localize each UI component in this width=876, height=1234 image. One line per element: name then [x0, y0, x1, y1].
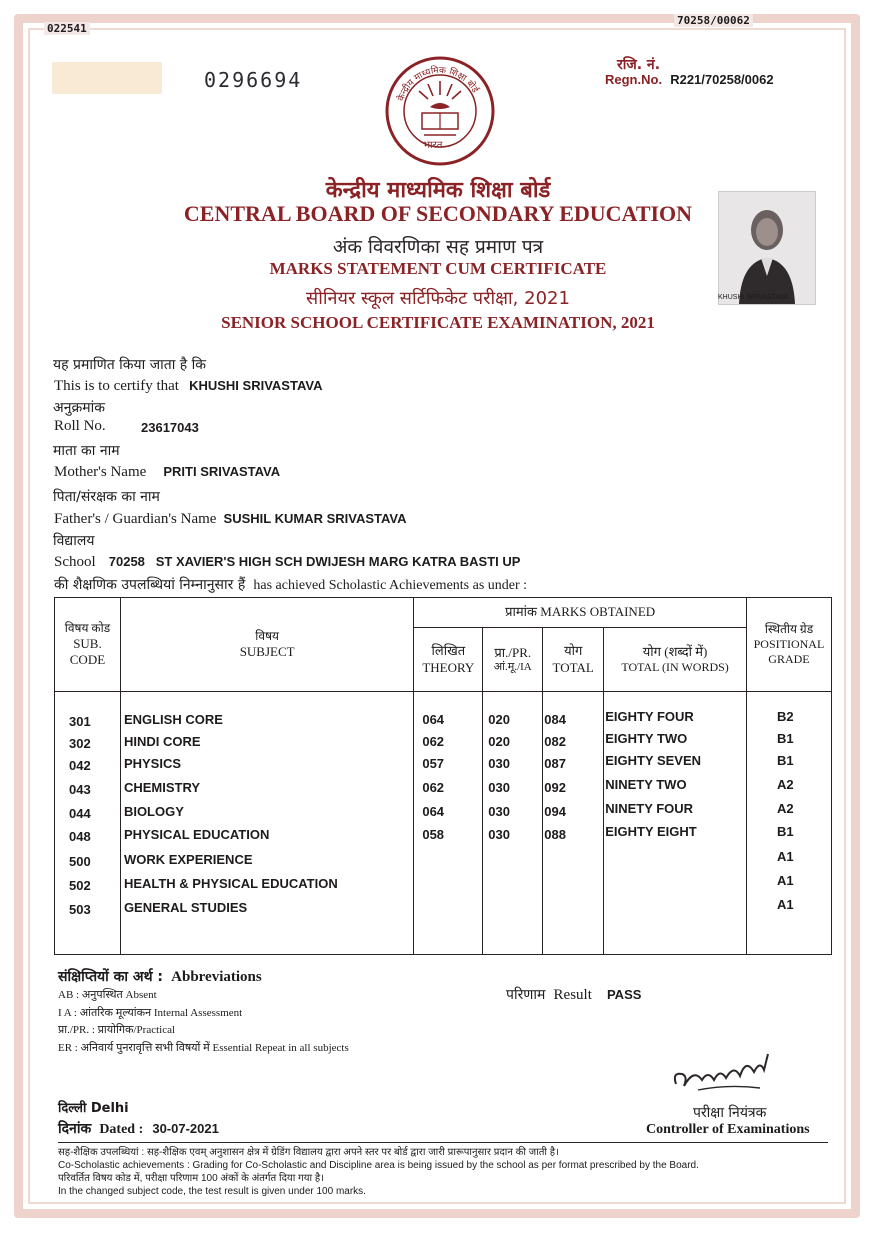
logo-text-bottom: भारत — [423, 140, 443, 151]
subject-code: 301 — [69, 714, 91, 729]
subject-total: 092 — [544, 780, 566, 795]
subject-words: EIGHTY TWO — [605, 731, 688, 746]
subject-grade: B2 — [776, 709, 794, 724]
abbrev-line: AB : अनुपस्थित Absent — [58, 989, 157, 1001]
subject-grade: A1 — [776, 849, 794, 864]
result-label: Result — [553, 987, 592, 1003]
certify-label: This is to certify that — [54, 378, 179, 394]
regn-label: Regn.No. — [605, 72, 663, 87]
subject-pr: 030 — [488, 804, 510, 819]
subject-code: 502 — [69, 878, 91, 893]
subject-code: 302 — [69, 736, 91, 751]
subject-grade: A1 — [776, 873, 794, 888]
subject-name: PHYSICAL EDUCATION — [123, 827, 270, 842]
controller-title: Controller of Examinations — [646, 1122, 810, 1137]
header-theory — [414, 628, 483, 692]
mother-name: PRITI SRIVASTAVA — [163, 464, 281, 479]
mother-row — [54, 461, 280, 481]
abbrev-line: I A : आंतरिक मूल्यांकन Internal Assessment — [58, 1006, 243, 1019]
serial-top-right: 70258/00062 — [674, 14, 753, 27]
header-theory-english: THEORY — [422, 659, 475, 675]
subject-theory: 058 — [422, 827, 445, 842]
header-words-hindi: योग (शब्दों में) — [642, 643, 708, 659]
subject-code: 503 — [69, 902, 91, 917]
father-name: SUSHIL KUMAR SRIVASTAVA — [223, 511, 407, 526]
subject-pr: 030 — [488, 780, 510, 795]
student-photo — [718, 191, 816, 305]
header-pr — [483, 628, 543, 692]
result-value: PASS — [606, 987, 642, 1002]
controller-hindi: परीक्षा नियंत्रक — [693, 1105, 767, 1121]
header-grade — [746, 598, 831, 692]
serial-top-left: 022541 — [44, 22, 90, 35]
achievement-row — [54, 574, 527, 594]
subject-code: 043 — [69, 782, 91, 797]
subject-grade: B1 — [776, 824, 794, 839]
subject-theory: 062 — [422, 780, 445, 795]
subject-total: 088 — [544, 827, 566, 842]
subject-name: CHEMISTRY — [123, 780, 201, 795]
subject-words: EIGHTY FOUR — [605, 709, 694, 724]
abbrev-list — [58, 987, 349, 1057]
result-row — [506, 984, 641, 1004]
subject-code: 042 — [69, 758, 91, 773]
header-subject-english: SUBJECT — [239, 643, 295, 659]
roll-hindi: अनुक्रमांक — [53, 400, 105, 416]
subject-grade: B1 — [776, 731, 794, 746]
abbrev-line: प्रा./PR. : प्रायोगिक/Practical — [58, 1024, 176, 1036]
exam-title-hindi: सीनियर स्कूल सर्टिफिकेट परीक्षा, 2021 — [306, 288, 570, 309]
subject-theory: 064 — [422, 712, 445, 727]
father-hindi: पिता/संरक्षक का नाम — [53, 489, 160, 505]
board-name-hindi: केन्द्रीय माध्यमिक शिक्षा बोर्ड — [325, 178, 551, 203]
photo-caption: KHUSHI SRIVASTAVA — [718, 294, 789, 301]
header-subject — [120, 598, 413, 692]
column-total — [543, 692, 604, 955]
subject-grade: B1 — [776, 753, 794, 768]
header-words — [604, 628, 747, 692]
place: दिल्ली Delhi — [58, 1101, 129, 1116]
subject-pr: 030 — [488, 827, 510, 842]
subject-theory: 057 — [422, 756, 445, 771]
header-code — [55, 598, 121, 692]
subject-grade: A2 — [776, 801, 794, 816]
subject-total: 087 — [544, 756, 566, 771]
column-code — [55, 692, 121, 955]
subject-total: 084 — [544, 712, 566, 727]
subject-name: PHYSICS — [123, 756, 182, 771]
abbrev-title: Abbreviations — [171, 969, 262, 985]
controller-signature — [668, 1050, 788, 1100]
roll-value: 23617043 — [141, 420, 199, 435]
header-subject-hindi: विषय — [255, 628, 279, 643]
subject-code: 500 — [69, 854, 91, 869]
subject-pr: 020 — [488, 712, 510, 727]
dated-row — [58, 1118, 219, 1138]
footnote-line: Co-Scholastic achievements : Grading for Co-Scholastic and Discipline area is being issued by the school as per format prescribed by the Board. — [58, 1160, 699, 1171]
school-label: School — [54, 554, 96, 570]
footnote-line: परिवर्तित विषय कोड में, परीक्षा परिणाम 100 अंकों के अंतर्गत दिया गया है। — [58, 1173, 324, 1184]
header-grade-english: POSITIONAL GRADE — [753, 637, 825, 666]
school-hindi: विद्यालय — [53, 533, 95, 549]
student-name: KHUSHI SRIVASTAVA — [189, 378, 323, 393]
subject-pr: 030 — [488, 756, 510, 771]
roll-label: Roll No. — [54, 418, 106, 434]
subject-name: ENGLISH CORE — [123, 712, 223, 727]
subject-name: GENERAL STUDIES — [123, 900, 248, 915]
statement-title-hindi: अंक विवरणिका सह प्रमाण पत्र — [332, 236, 544, 258]
certify-hindi: यह प्रमाणित किया जाता है कि — [53, 357, 207, 373]
subject-name: BIOLOGY — [123, 804, 184, 819]
footnote-line: In the changed subject code, the test result is given under 100 marks. — [58, 1186, 366, 1197]
column-words — [604, 692, 747, 955]
footnote-line: सह-शैक्षिक उपलब्धियां : सह-शैक्षिक एवम् अनुशासन क्षेत्र में ग्रेडिंग विद्यालय द्वारा अपने स्तर पर बोर्ड द्वारा जारी प्रारूपानुसार प्रदान की जाती है। — [58, 1147, 559, 1158]
mother-hindi: माता का नाम — [53, 443, 120, 459]
father-row — [54, 508, 407, 528]
subject-name: WORK EXPERIENCE — [123, 852, 253, 867]
header-pr-hindi: प्रा./PR. — [494, 644, 532, 660]
subject-words: EIGHTY EIGHT — [605, 824, 697, 839]
subject-grade: A1 — [776, 897, 794, 912]
achievement-hindi: की शैक्षणिक उपलब्धियां निम्नानुसार हैं — [54, 577, 246, 593]
subject-words: NINETY TWO — [605, 777, 687, 792]
certify-row — [54, 375, 322, 395]
regn-value: R221/70258/0062 — [670, 72, 774, 87]
footer-divider — [58, 1142, 828, 1143]
column-theory — [414, 692, 483, 955]
header-theory-hindi: लिखित — [431, 643, 466, 659]
subject-total: 082 — [544, 734, 566, 749]
subject-words: NINETY FOUR — [605, 801, 694, 816]
svg-text:केन्द्रीय माध्यमिक शिक्षा बोर्: केन्द्रीय माध्यमिक शिक्षा बोर्ड — [396, 65, 480, 103]
certificate-number: 0296694 — [204, 68, 303, 92]
column-grade — [746, 692, 831, 955]
dated-hindi: दिनांक — [58, 1121, 92, 1137]
header-total — [543, 628, 604, 692]
achievement-english: has achieved Scholastic Achievements as under : — [253, 578, 528, 593]
subject-name: HEALTH & PHYSICAL EDUCATION — [123, 876, 338, 891]
regn-row — [605, 72, 774, 88]
faded-stamp — [52, 62, 162, 94]
mother-label: Mother's Name — [54, 464, 147, 480]
school-row — [54, 551, 520, 571]
subject-theory: 062 — [422, 734, 445, 749]
subject-theory: 064 — [422, 804, 445, 819]
father-label: Father's / Guardian's Name — [54, 511, 217, 527]
header-total-hindi: योग — [564, 643, 583, 659]
header-code-hindi: विषय कोड — [64, 620, 111, 635]
subject-code: 048 — [69, 829, 91, 844]
subject-grade: A2 — [776, 777, 794, 792]
result-hindi: परिणाम — [506, 987, 546, 1003]
header-ia: आं.मू./IA — [493, 660, 532, 673]
header-total-english: TOTAL — [552, 659, 594, 675]
header-grade-hindi: स्थितीय ग्रेड — [764, 622, 814, 636]
dated-label: Dated : — [99, 1122, 144, 1137]
abbrev-line: ER : अनिवार्य पुनरावृत्ति सभी विषयों में Essential Repeat in all subjects — [58, 1041, 349, 1054]
subject-code: 044 — [69, 806, 91, 821]
subject-name: HINDI CORE — [123, 734, 201, 749]
header-code-english: SUB. CODE — [69, 635, 106, 667]
abbrev-title-hindi: संक्षिप्तियों का अर्थ : — [58, 969, 164, 985]
exam-title-english: SENIOR SCHOOL CERTIFICATE EXAMINATION, 2021 — [221, 313, 655, 332]
column-pr — [483, 692, 543, 955]
subject-words: EIGHTY SEVEN — [605, 753, 702, 768]
subject-pr: 020 — [488, 734, 510, 749]
column-subject — [120, 692, 413, 955]
statement-title-english: MARKS STATEMENT CUM CERTIFICATE — [269, 259, 607, 278]
header-words-english: TOTAL (IN WORDS) — [621, 660, 729, 675]
board-name-english: CENTRAL BOARD OF SECONDARY EDUCATION — [183, 201, 693, 226]
marks-table — [54, 597, 832, 955]
abbrev-title-row — [58, 966, 262, 986]
header-marks-obtained: प्रामांक MARKS OBTAINED — [414, 598, 747, 628]
dated-value: 30-07-2021 — [152, 1121, 219, 1136]
school-value: 70258 ST XAVIER'S HIGH SCH DWIJESH MARG KATRA BASTI UP — [108, 554, 521, 569]
footnotes — [58, 1146, 699, 1198]
regn-hindi: रजि. नं. — [617, 57, 661, 73]
subject-total: 094 — [544, 804, 566, 819]
